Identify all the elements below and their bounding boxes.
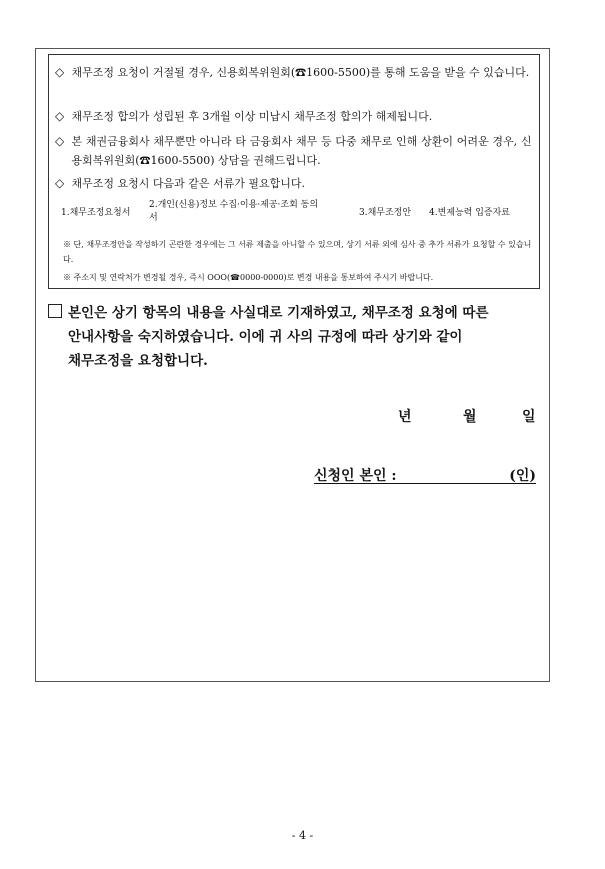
signature-label: 신청인 본인 : (314, 468, 397, 484)
note-text: ※ 단, 채무조정안을 작성하기 곤란한 경우에는 그 서류 제출을 아니할 수 있으며, 상기 서류 외에 심사 중 추가 서류가 요청할 수 있습니다. (63, 240, 532, 264)
document-item: 4.변제능력 입증자료 (429, 208, 511, 218)
diamond-icon: ◇ (55, 134, 65, 148)
diamond-icon: ◇ (55, 109, 65, 123)
date-month-label: 월 (463, 409, 477, 425)
notice-item (55, 107, 532, 126)
notice-box (48, 54, 540, 289)
notice-text: 채무조정 요청시 다음과 같은 서류가 필요합니다. (71, 177, 305, 190)
seal-label: (인) (509, 468, 536, 484)
date-day-label: 일 (522, 409, 536, 425)
document-item: 1.채무조정요청서 (61, 208, 131, 218)
notice-text: 채무조정 요청이 거절될 경우, 신용회복위원회(☎1600-5500)를 통해 도움을 받을 수 있습니다. (71, 66, 530, 79)
diamond-icon: ◇ (55, 65, 65, 79)
note-text: ※ 주소지 및 연락처가 변경될 경우, 즉시 OOO(☎0000-0000)로 변경 내용을 통보하여 주시기 바랍니다. (63, 273, 434, 282)
declaration-line: 본인은 상기 항목의 내용을 사실대로 기재하였고, 채무조정 요청에 따른 (68, 305, 489, 321)
notice-item (55, 132, 532, 170)
notice-item (55, 174, 532, 193)
declaration-line: 채무조정을 요청합니다. (68, 353, 208, 369)
page-number: - 4 - (291, 829, 314, 842)
diamond-icon: ◇ (55, 176, 65, 190)
date-year-label: 년 (398, 409, 412, 425)
document-item: 3.채무조정안 (359, 208, 412, 218)
notice-text: 본 채권금융회사 채무뿐만 아니라 타 금융회사 채무 등 다중 채무로 인해 상환이 어려운 경우, 신용회복위원회(☎1600-5500) 상담을 권해드립니다. (71, 135, 532, 167)
agree-checkbox[interactable] (48, 304, 62, 318)
declaration-line: 안내사항을 숙지하였습니다. 이에 귀 사의 규정에 따라 상기와 같이 (68, 329, 463, 345)
document-item: 2.개인(신용)정보 수집·이용·제공·조회 동의서 (149, 200, 319, 223)
signature-line[interactable] (314, 465, 536, 484)
notice-item (55, 63, 532, 82)
notice-text: 채무조정 합의가 성립된 후 3개월 이상 미납시 채무조정 합의가 해제됩니다. (71, 110, 433, 123)
